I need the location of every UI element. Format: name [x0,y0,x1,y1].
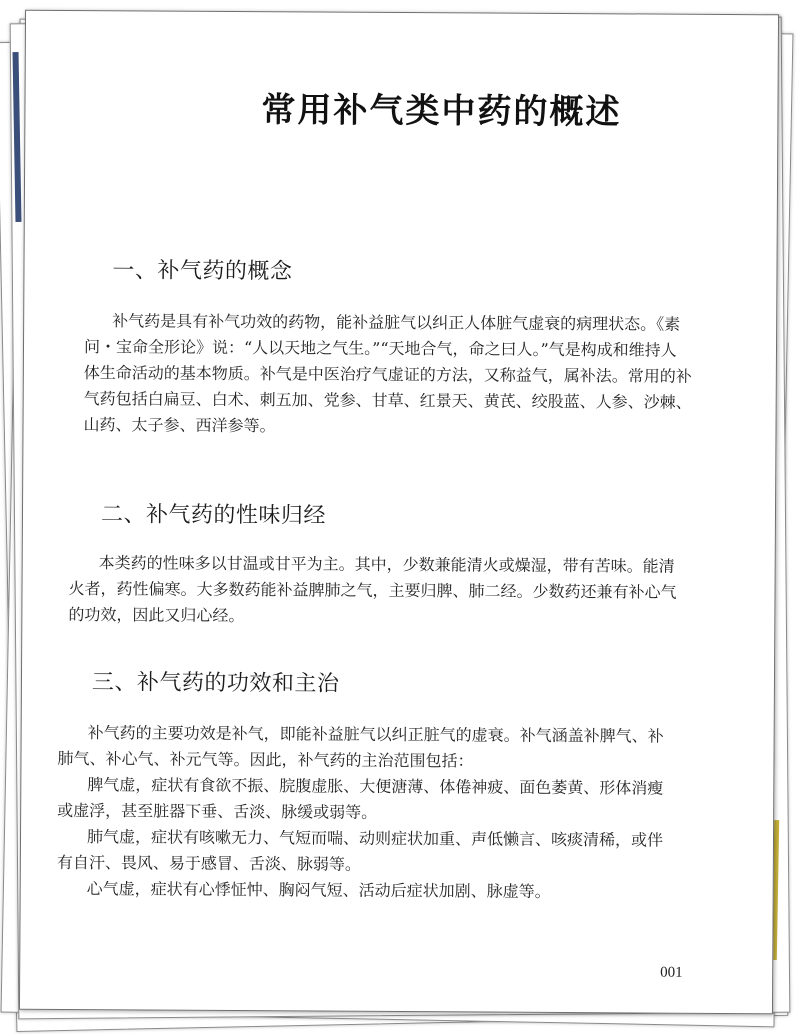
paragraph-line: 山药、太子参、西洋参等。 [83,415,276,436]
paragraph-line: 肺气虚，症状有咳嗽无力、气短而喘、动则症状加重、声低懒言、咳痰清稀，或伴 [86,827,664,850]
paragraph-line: 本类药的性味多以甘温或甘平为主。其中，少数兼能清火或燥湿，带有苦味。能清 [98,553,675,576]
section-heading-concept: 一、补气药的概念 [112,258,293,285]
paragraph-line: 脾气虚，症状有食欲不振、脘腹虚胀、大便溏薄、体倦神疲、面色萎黄、形体消瘦 [87,775,664,798]
paragraph-line: 的功效，因此又归心经。 [68,604,245,626]
paragraph-line: 气药包括白扁豆、白术、刺五加、党参、甘草、红景天、黄芪、绞股蓝、人参、沙棘、 [83,389,692,412]
paragraph-line: 补气药是具有补气功效的药物，能补益脏气以纠正人体脏气虚衰的病理状态。《素 [112,311,681,334]
paragraph-line: 或虚浮，甚至脏器下垂、舌淡、脉缓或弱等。 [57,800,378,822]
paragraph-line: 体生命活动的基本物质。补气是中医治疗气虚证的方法，又称益气，属补法。常用的补 [83,363,692,386]
section-heading-properties: 二、补气药的性味归经 [100,502,327,529]
paragraph-line: 心气虚，症状有心悸怔忡、胸闷气短、活动后症状加剧、脉虚等。 [86,879,551,901]
paragraph-line: 火者，药性偏寒。大多数药能补益脾肺之气，主要归脾、肺二经。少数药还兼有补心气 [68,578,677,602]
section-heading-efficacy: 三、补气药的功效和主治 [91,670,340,697]
page-title: 常用补气类中药的概述 [261,90,622,133]
paragraph-line: 有自汗、畏风、易于感冒、舌淡、脉弱等。 [56,852,361,874]
paragraph-line: 问・宝命全形论》说：“人以天地之气生。”“天地合气，命之曰人。”气是构成和维持人 [83,337,677,360]
document-page [19,10,779,1015]
paragraph-line: 肺气、补心气、补元气等。因此，补气药的主治范围包括： [57,748,474,771]
paragraph-line: 补气药的主要功效是补气，即能补益脏气以纠正脏气的虚衰。补气涵盖补脾气、补 [87,723,664,746]
page-number: 001 [660,964,683,981]
